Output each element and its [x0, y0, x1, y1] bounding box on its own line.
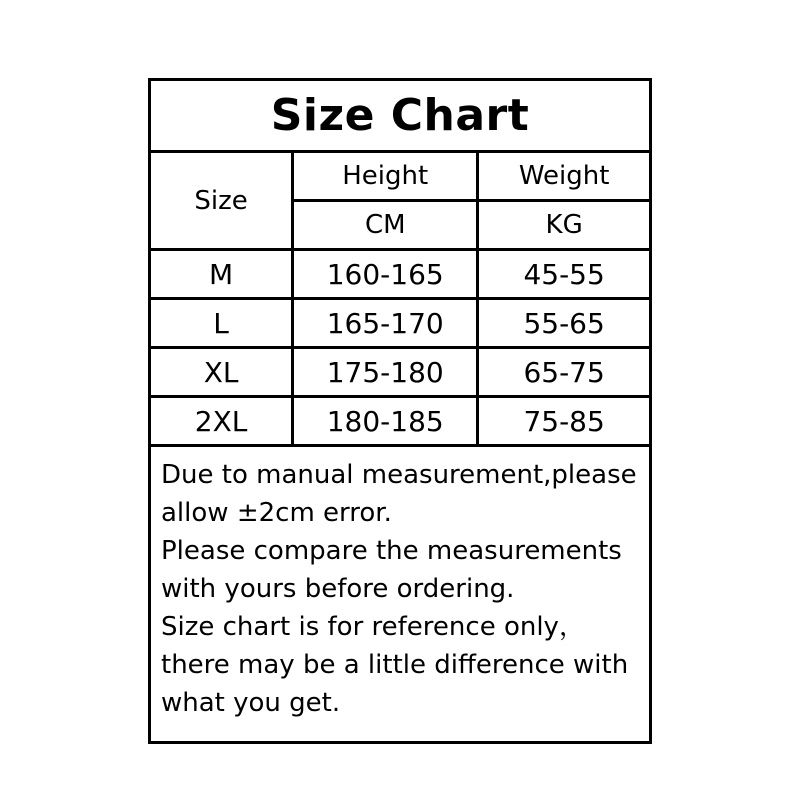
table-row — [151, 397, 649, 446]
column-header-weight: Weight — [478, 153, 649, 201]
column-unit-height: CM — [293, 201, 478, 250]
table-row — [151, 299, 649, 348]
cell-height: 160-165 — [293, 250, 478, 299]
cell-height: 180-185 — [293, 397, 478, 446]
page-title: Size Chart — [151, 81, 649, 153]
column-unit-weight: KG — [478, 201, 649, 250]
cell-size: 2XL — [151, 397, 293, 446]
table-row — [151, 250, 649, 299]
note-compare-measurements: Please compare the measurements with yours before ordering. — [161, 535, 622, 604]
table-row — [151, 348, 649, 397]
cell-size: L — [151, 299, 293, 348]
cell-weight: 65-75 — [478, 348, 649, 397]
size-chart-card — [148, 78, 652, 744]
notes-section — [151, 447, 649, 741]
size-table — [151, 153, 649, 447]
table-header-row — [151, 153, 649, 201]
cell-height: 165-170 — [293, 299, 478, 348]
cell-height: 175-180 — [293, 348, 478, 397]
note-measurement-error: Due to manual measurement,please allow ±2cm error. — [161, 460, 637, 528]
cell-size: XL — [151, 348, 293, 397]
column-header-height: Height — [293, 153, 478, 201]
note-reference-only: Size chart is for reference only， there may be a little difference with what you get. — [161, 611, 629, 718]
cell-weight: 55-65 — [478, 299, 649, 348]
cell-size: M — [151, 250, 293, 299]
column-header-size: Size — [151, 153, 293, 250]
cell-weight: 75-85 — [478, 397, 649, 446]
cell-weight: 45-55 — [478, 250, 649, 299]
